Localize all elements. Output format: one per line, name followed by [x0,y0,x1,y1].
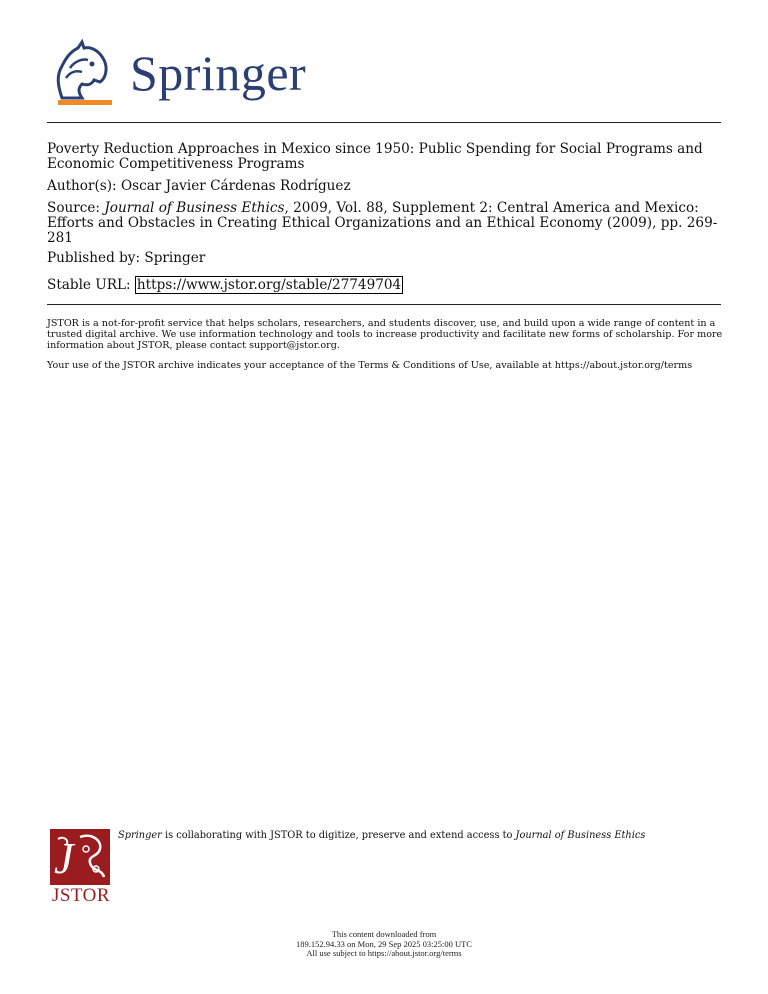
journal-title: Journal of Business Ethics [104,200,285,216]
author-name: Oscar Javier Cárdenas Rodríguez [120,178,351,194]
knight-horse-head-icon [48,38,120,110]
footer-line-3: All use subject to https://about.jstor.org/terms [306,948,462,958]
stable-url-label: Stable URL: [47,277,135,293]
collab-publisher: Springer [118,830,162,841]
springer-wordmark: Springer [130,45,307,101]
jstor-emblem-icon [50,829,110,885]
footer-line-1: This content downloaded from [331,929,437,939]
jstor-logo [48,829,114,909]
collab-journal: Journal of Business Ethics [515,830,646,841]
source-details: , 2009, Vol. 88, Supplement 2: Central America and Mexico: Efforts and Obstacles in Creating Ethical Organizations and an Ethical Economy (2009), pp. 269-281 [47,200,718,246]
footer-line-2: 189.152.94.33 on Mon, 29 Sep 2025 03:25:00 UTC [296,938,472,949]
publisher-line [47,251,727,266]
middle-divider [47,304,721,305]
publisher-name: Springer [144,250,206,266]
download-footer [184,930,584,959]
terms-notice: Your use of the JSTOR archive indicates your acceptance of the Terms & Conditions of Use, available at https://about.jstor.org/terms [47,360,693,371]
publisher-label: Published by: [47,250,145,266]
stable-url-link[interactable]: https://www.jstor.org/stable/27749704 [136,277,402,293]
svg-text:J: J [54,834,74,883]
source-label: Source: [47,200,105,216]
springer-logo [48,38,348,110]
article-title: Poverty Reduction Approaches in Mexico since 1950: Public Spending for Social Programs and Economic Competitiveness Programs [47,141,703,172]
author-label: Author(s): [47,178,121,194]
collaboration-statement [118,830,678,841]
source-line [47,201,727,246]
jstor-about-notice: JSTOR is a not-for-profit service that helps scholars, researchers, and students discover, use, and build upon a wide range of content in a trusted digital archive. We use information technology and tools to increase productivity and facilitate new forms of scholarship. For more information about JSTOR, please contact support@jstor.org. [47,318,723,351]
jstor-wordmark: JSTOR [51,885,111,906]
top-divider [47,122,721,123]
collab-text: is collaborating with JSTOR to digitize, preserve and extend access to [161,830,516,841]
author-line [47,179,727,194]
stable-url-line [47,278,727,293]
